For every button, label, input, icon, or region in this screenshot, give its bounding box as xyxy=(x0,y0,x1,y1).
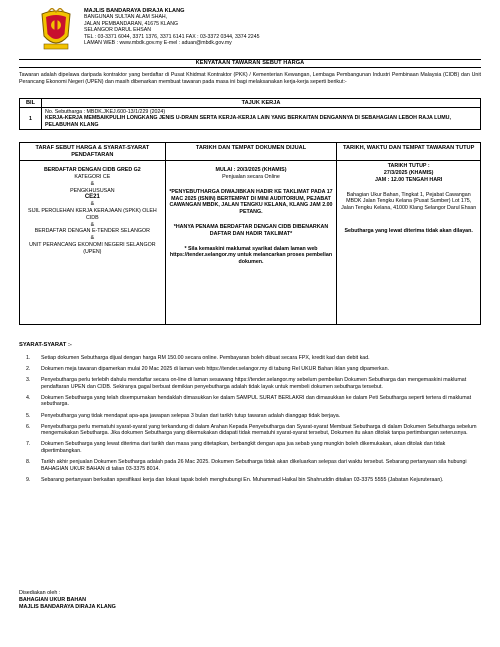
reg-cidb: BERDAFTAR DENGAN CIDB GRED G2 xyxy=(43,167,141,174)
col-bil: BIL xyxy=(20,99,42,108)
condition-text: Setiap dokumen Sebutharga dijual dengan harga RM 150.00 secara online. Pembayaran boleh dibuat secara FPX, kredit kad dan debit kad. xyxy=(41,355,370,361)
close-date: 27/3/2025 (KHAMIS) xyxy=(383,169,434,176)
reg-pengkhususan: PENGKHUSUSAN xyxy=(70,187,115,194)
list-item: 5. Penyebutharga yang tidak mendapat apa-apa jawapan selepas 3 bulan dari tarikh tutup tawaran adalah dianggap tidak berjaya. xyxy=(26,412,341,419)
list-item: 2. Dokumen meja tawaran dipamerkan mulai 20 Mac 2025 di laman web https://tender.selangor.my di tabung Rel UKUR Bahan iklan yang dipamerkan. xyxy=(26,366,390,373)
job-table xyxy=(19,98,481,130)
list-item: 9. Sebarang pertanyaan berkaitan spesifikasi kerja dan lokasi tapak boleh menghubungi En. Muhammad Haikal bin Shahruddin ditalian 03-3375 5555 (Jabatan Kejuruteraan). xyxy=(26,476,444,483)
list-item: 8. Tarikh akhir penjualan Dokumen Sebutharga adalah pada 26 Mac 2025. Dokumen Sebutharga tidak akan dikeluarkan selepas dari waktu tersebut. Sebarang pertanyaan sila hubungi BAHAGIAN UKUR BAHAN di talian 03-3375 8014. xyxy=(26,459,467,472)
signature-block xyxy=(19,590,116,610)
closing-cell xyxy=(337,161,481,325)
council-name: MAJLIS BANDARAYA DIRAJA KLANG xyxy=(19,603,116,610)
list-item: 6. Penyebutharga perlu mematuhi syarat-syarat yang terkandung di dalam Arahan Kepada Penyebutharga dan Syarat-syarat Membuat Sebutharga di dalam Dokumen Sebutharga sebelum mengemukakan Sebutharga. Jika dokumen Sebutharga yang dikemukakan didapati tidak mematuhi syarat-syarat tersebut, Dokumen itu akan ditolak tanpa pertimbangan seterusnya. xyxy=(26,423,477,437)
online-note: * Sila kemaskini maklumat syarikat dalam laman web https://tender.selangor.my untuk melancarkan proses pembelian dokumen. xyxy=(169,245,333,266)
col-taraf: TARAF SEBUT HARGA & SYARAT-SYARAT PENDAFTARAN xyxy=(20,143,166,161)
close-label: TARIKH TUTUP : xyxy=(387,163,430,170)
prepared-by: Disediakan oleh : xyxy=(19,590,61,596)
list-item: 4. Dokumen Sebutharga yang telah disempurnakan hendaklah dimasukkan ke dalam SAMPUL SURAT BERLAKRI dan dimasukkan ke dalam Peti Sebutharga seperti tertera di maklumat sebutharga. xyxy=(26,394,472,408)
contact-tel: TEL : 03-3371 6044, 3371 1376, 3371 6141 FAX : 03-3372 0344, 3374 2245 xyxy=(84,33,260,40)
org-name: MAJLIS BANDARAYA DIRAJA KLANG xyxy=(84,8,185,14)
reference-number: No. Sebutharga : MBDK.JKEJ.600-13/1/229 (2024) xyxy=(45,109,166,115)
condition-text: Dokumen meja tawaran dipamerkan mulai 20 Mac 2025 di laman web https://tender.selangor.my di tabung Rel UKUR Bahan iklan yang dipamerkan. xyxy=(41,366,390,373)
reg-ce21: CE21 xyxy=(84,194,100,201)
conditions-title: SYARAT-SYARAT :- xyxy=(19,342,72,348)
department-name: BAHAGIAN UKUR BAHAN xyxy=(19,596,87,603)
address-line: SELANGOR DARUL EHSAN xyxy=(84,27,151,34)
condition-text: Sebarang pertanyaan berkaitan spesifikasi kerja dan lokasi tapak boleh menghubungi En. Muhammad Haikal bin Shahruddin ditalian 03-3375 5555 (Jabatan Kejuruteraan). xyxy=(41,476,444,483)
reg-etender: BERDAFTAR DENGAN E-TENDER SELANGOR xyxy=(34,228,150,235)
row-number: 1 xyxy=(20,108,42,130)
col-tajuk-kerja: TAJUK KERJA xyxy=(42,99,481,108)
conditions-list xyxy=(26,355,481,483)
amp: & xyxy=(90,221,95,228)
list-item: 3. Penyebutharga perlu terlebih dahulu mendaftar secara on-line di laman sesawang https://tender.selangor.my sebelum pembelian Dokumen Sebutharga dan mengemaskini maklumat pendaftaran UPEN dan CIDB. Sekiranya gagal berbuat demikian penyebutharga adalah tidak layak untuk membeli dokumen sebutharga tersebut. xyxy=(26,377,467,390)
condition-text: Tarikh akhir penjualan Dokumen Sebutharga adalah pada 26 Mac 2025. Dokumen Sebutharga tidak akan dikeluarkan selepas dari waktu tersebut. Sebarang pertanyaan sila hubungi BAHAGIAN UKUR BAHAN di talian 03-3375 8014. xyxy=(41,459,467,472)
contact-web: LAMAN WEB : www.mbdk.gov.my E-mel : aduan@mbdk.gov.my xyxy=(84,40,232,47)
list-item: 1. Setiap dokumen Sebutharga dijual dengan harga RM 150.00 secara online. Pembayaran boleh dibuat secara FPX, kredit kad dan debit kad. xyxy=(26,355,370,361)
condition-text: Dokumen Sebutharga yang lewat diterima dari tarikh dan masa yang ditetapkan, berbangkit dengan apa jua sebab yang mungkin boleh dikemukakan, akan ditolak dan tidak dipertimbangkan. xyxy=(41,441,446,454)
reg-spkk: SIJIL PEROLEHAN KERJA KERAJAAN (SPKK) OLEH CIDB xyxy=(27,207,157,221)
intro-paragraph: Tawaran adalah dipelawa daripada kontraktor yang berdaftar di Pusat Khidmat Kontraktor (PKK) / Kementerian Kewangan, Lembaga Pembangunan Industri Pembinaan Malaysia (CIDB) dan Unit Perancang Ekonomi Negeri (UPEN) dan masih dibenarkan membuat tawaran pada masa ini bagi melaksanakan kerja-kerja seperti berikut:- xyxy=(19,72,481,85)
amp: & xyxy=(90,180,95,187)
briefing-notice: *PENYEBUTHARGA DIWAJIBKAN HADIR KE TAKLIMAT PADA 17 MAC 2025 (ISNIN) BERTEMPAT DI MINI AUDITORIUM, PEJABAT CAWANGAN MBDK, JALAN TENGKU KELANA, KLANG JAM 2.00 PETANG. xyxy=(169,188,333,216)
registration-cell xyxy=(20,161,166,325)
reg-upen: UNIT PERANCANG EKONOMI NEGERI SELANGOR (UPEN) xyxy=(29,241,156,255)
reg-kategori: KATEGORI CE xyxy=(74,173,111,180)
address-line: BANGUNAN SULTAN ALAM SHAH, xyxy=(84,14,168,21)
notice-title: KENYATAAN TAWARAN SEBUT HARGA xyxy=(19,59,481,68)
condition-text: Penyebutharga yang tidak mendapat apa-apa jawapan selepas 3 bulan dari tarikh tutup tawaran adalah dianggap tidak berjaya. xyxy=(41,412,341,419)
address-line: JALAN PEMBANDARAN, 41675 KLANG xyxy=(84,20,178,27)
condition-text: Penyebutharga perlu mematuhi syarat-syarat yang terkandung di dalam Arahan Kepada Penyebutharga dan Syarat-syarat Membuat Sebutharga di dalam Dokumen Sebutharga sebelum mengemukakan Sebutharga. Jika dokumen Sebutharga yang dikemukakan didapati tidak mematuhi syarat-syarat tersebut, Dokumen itu akan ditolak tanpa pertimbangan seterusnya. xyxy=(41,423,477,437)
sale-cell xyxy=(165,161,337,325)
col-tarikh-tutup: TARIKH, WAKTU DAN TEMPAT TAWARAN TUTUP xyxy=(337,143,481,161)
condition-text: Penyebutharga perlu terlebih dahulu mendaftar secara on-line di laman sesawang https://tender.selangor.my sebelum pembelian Dokumen Sebutharga dan mengemaskini maklumat pendaftaran UPEN dan CIDB. Sekiranya gagal berbuat demikian penyebutharga adalah tidak layak untuk membeli dokumen sebutharga tersebut. xyxy=(41,377,467,390)
close-time: JAM : 12.00 TENGAH HARI xyxy=(374,176,443,183)
close-place: Bahagian Ukur Bahan, Tingkat 1, Pejabat Cawangan MBDK Jalan Tengku Kelana (Pusat Sumber) Lot 175, Jalan Tengku Kelana, 41000 Klang Selangor Darul Ehsan xyxy=(341,191,477,212)
org-info xyxy=(84,8,259,46)
crest-logo-icon xyxy=(38,8,74,52)
sale-mode: Penjualan secara Online xyxy=(222,173,280,180)
detail-table xyxy=(19,142,481,325)
job-title: KERJA-KERJA MEMBAIKPULIH LONGKANG JENIS U-DRAIN SERTA KERJA-KERJA LAIN YANG BERKAITAN DENGANNYA DI SEBAHAGIAN LEBOH RAJA LUMU, PELABUHAN KLANG xyxy=(45,115,451,128)
amp: & xyxy=(90,201,95,208)
late-note: Sebutharga yang lewat diterima tidak akan dilayan. xyxy=(344,227,473,234)
col-tarikh-jual: TARIKH DAN TEMPAT DOKUMEN DIJUAL xyxy=(165,143,337,161)
letterhead xyxy=(38,8,468,54)
briefing-note: *HANYA PENAMA BERDAFTAR DENGAN CIDB DIBENARKAN DAFTAR DAN HADIR TAKLIMAT* xyxy=(173,223,329,237)
sale-date: MULAI : 20/3/2025 (KHAMIS) xyxy=(215,167,287,174)
job-cell xyxy=(42,108,481,130)
condition-text: Dokumen Sebutharga yang telah disempurnakan hendaklah dimasukkan ke dalam SAMPUL SURAT BERLAKRI dan dimasukkan ke dalam Peti Sebutharga seperti tertera di maklumat sebutharga. xyxy=(41,394,472,408)
amp: & xyxy=(90,235,95,242)
list-item: 7. Dokumen Sebutharga yang lewat diterima dari tarikh dan masa yang ditetapkan, berbangkit dengan apa jua sebab yang mungkin boleh dikemukakan, akan ditolak dan tidak dipertimbangkan. xyxy=(26,441,446,454)
